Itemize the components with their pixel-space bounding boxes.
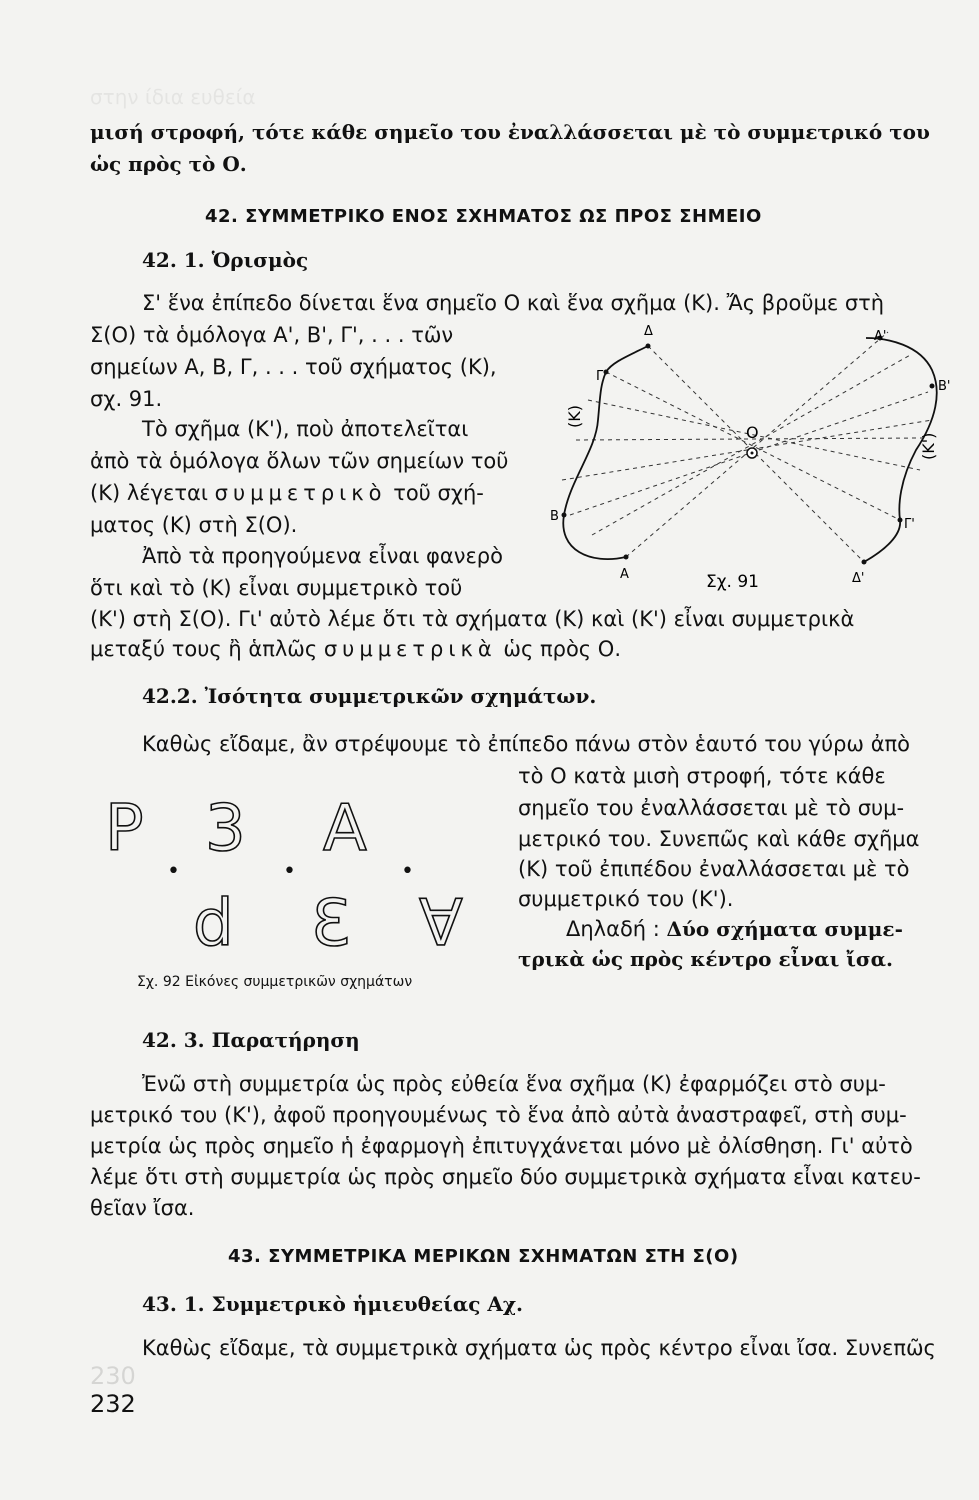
dot-2: • bbox=[283, 859, 296, 884]
para-42-1-line-10: ὅτι καὶ τὸ (Κ) εἶναι συμμετρικὸ τοῦ bbox=[90, 576, 463, 600]
letter-rev-3: Ɛ bbox=[311, 887, 351, 961]
intro-line-1: μισή στροφή, τότε κάθε σημεῖο του ἐναλλάσσεται μὲ τὸ συμμετρικό του bbox=[90, 120, 930, 144]
para-42-2-line-7-a: Δηλαδή : bbox=[566, 917, 667, 941]
symmetry-lines bbox=[562, 332, 932, 562]
subsection-42-3-heading: 42. 3. Παρατήρηση bbox=[142, 1028, 360, 1052]
para-42-2-line-6: συμμετρικό του (Κ'). bbox=[518, 887, 734, 911]
para-42-1-line-12 bbox=[90, 633, 621, 665]
letter-inv-a: ∀ bbox=[419, 887, 463, 961]
label-a: Α bbox=[620, 567, 629, 582]
para-42-1-line-12-c: ὡς πρὸς Ο. bbox=[496, 637, 622, 661]
bleed-through-page-number: 230 bbox=[90, 1362, 136, 1390]
para-42-1-line-9: Ἀπὸ τὰ προηγούμενα εἶναι φανερὸ bbox=[142, 544, 503, 568]
label-k-prime: (Κ') bbox=[919, 432, 938, 460]
para-42-3-line-1: Ἐνῶ στὴ συμμετρία ὡς πρὸς εὐθεία ἕνα σχῆμα (Κ) ἐφαρμόζει στὸ συμ- bbox=[142, 1072, 886, 1096]
label-d-prime: Δ' bbox=[852, 571, 865, 586]
letter-p: P bbox=[105, 792, 144, 866]
para-42-2-line-2: τὸ Ο κατὰ μισὴ στροφή, τότε κάθε bbox=[518, 764, 886, 788]
para-42-2-line-7 bbox=[566, 913, 903, 945]
page-number: 232 bbox=[90, 1390, 136, 1418]
para-43-1-line-1: Καθὼς εἴδαμε, τὰ συμμετρικὰ σχήματα ὡς πρὸς κέντρο εἶναι ἴσα. Συνεπῶς bbox=[142, 1336, 936, 1360]
section-42-title: 42. ΣΥΜΜΕΤΡΙΚΟ ΕΝΟΣ ΣΧΗΜΑΤΟΣ ΩΣ ΠΡΟΣ ΣΗΜΕΙΟ bbox=[205, 206, 762, 227]
para-42-3-line-4: λέμε ὅτι στὴ συμμετρία ὡς πρὸς σημεῖο δύο συμμετρικὰ σχήματα εἶναι κατευ- bbox=[90, 1165, 921, 1189]
section-43-title: 43. ΣΥΜΜΕΤΡΙΚΑ ΜΕΡΙΚΩΝ ΣΧΗΜΑΤΩΝ ΣΤΗ Σ(Ο) bbox=[228, 1246, 739, 1267]
para-42-1-line-7 bbox=[90, 477, 484, 509]
para-42-1-line-8: ματος (Κ) στὴ Σ(Ο). bbox=[90, 513, 298, 537]
para-42-1-line-7-c: τοῦ σχή- bbox=[386, 481, 484, 505]
para-42-1-line-7-a: (Κ) λέγεται bbox=[90, 481, 215, 505]
center-o-dot bbox=[751, 452, 754, 455]
para-42-1-line-5: Τὸ σχῆμα (Κ'), ποὺ ἀποτελεῖται bbox=[142, 417, 469, 441]
para-42-1-line-4: σχ. 91. bbox=[90, 387, 163, 411]
para-42-2-line-3: σημεῖο του ἐναλλάσσεται μὲ τὸ συμ- bbox=[518, 796, 905, 820]
para-42-2-line-5: (Κ) τοῦ ἐπιπέδου ἐναλλάσσεται μὲ τὸ bbox=[518, 857, 910, 881]
subsection-42-2-heading: 42.2. Ἰσότητα συμμετρικῶν σχημάτων. bbox=[142, 684, 597, 708]
subsection-42-1-heading: 42. 1. Ὁρισμὸς bbox=[142, 248, 309, 272]
para-42-2-line-1: Καθὼς εἴδαμε, ἂν στρέψουμε τὸ ἐπίπεδο πάνω στὸν ἑαυτό του γύρω ἀπὸ bbox=[142, 732, 911, 756]
theorem-text-line-2: τρικὰ ὡς πρὸς κέντρο εἶναι ἴσα. bbox=[518, 947, 893, 971]
letter-3: 3 bbox=[205, 792, 246, 866]
shape-k bbox=[563, 346, 648, 559]
para-42-3-line-2: μετρικό του (Κ'), ἀφοῦ προηγουμένως τὸ ἕνα ἀπὸ αὐτὰ ἀναστραφεῖ, στὴ συμ- bbox=[90, 1103, 907, 1127]
figure-91 bbox=[540, 310, 960, 600]
label-g: Γ bbox=[596, 369, 604, 384]
figure-92-caption: Σχ. 92 Εἰκόνες συμμετρικῶν σχημάτων bbox=[137, 974, 413, 990]
dot-3: • bbox=[401, 859, 414, 884]
label-b-prime: Β' bbox=[938, 379, 951, 394]
letter-a: A bbox=[323, 792, 367, 866]
para-42-1-line-11: (Κ') στὴ Σ(Ο). Γι' αὐτὸ λέμε ὅτι τὰ σχήματα (Κ) καὶ (Κ') εἶναι συμμετρικὰ bbox=[90, 607, 855, 631]
label-b: Β bbox=[550, 509, 559, 524]
para-42-1-line-6: ἀπὸ τὰ ὁμόλογα ὅλων τῶν σημείων τοῦ bbox=[90, 449, 509, 473]
para-42-2-line-4: μετρικό του. Συνεπῶς καὶ κάθε σχῆμα bbox=[518, 827, 920, 851]
para-42-1-line-12-a: μεταξύ τους ἢ ἁπλῶς bbox=[90, 637, 324, 661]
figure-91-caption: Σχ. 91 bbox=[706, 572, 760, 592]
label-o: Ο bbox=[746, 423, 759, 442]
label-d: Δ bbox=[644, 324, 653, 339]
para-42-1-line-3: σημείων Α, Β, Γ, . . . τοῦ σχήματος (Κ), bbox=[90, 355, 497, 379]
theorem-text: Δύο σχήματα συμμε- bbox=[666, 917, 903, 941]
letter-d: d bbox=[193, 887, 234, 961]
label-a-prime: Α' bbox=[874, 329, 887, 344]
para-42-1-line-1: Σ' ἕνα ἐπίπεδο δίνεται ἕνα σημεῖο Ο καὶ ἕνα σχῆμα (Κ). Ἄς βροῦμε στὴ bbox=[142, 291, 885, 315]
para-42-3-line-5: θεῖαν ἴσα. bbox=[90, 1196, 195, 1220]
term-symmetric: συμμετρικὸ bbox=[214, 481, 387, 505]
intro-line-2: ὡς πρὸς τὸ Ο. bbox=[90, 152, 247, 176]
dot-1: • bbox=[167, 859, 180, 884]
subsection-43-1-heading: 43. 1. Συμμετρικὸ ἡμιευθείας Αχ. bbox=[142, 1292, 524, 1316]
label-g-prime: Γ' bbox=[904, 517, 915, 532]
para-42-3-line-3: μετρία ὡς πρὸς σημεῖο ἡ ἐφαρμογὴ ἐπιτυγχάνεται μόνο μὲ ὀλίσθηση. Γι' αὐτὸ bbox=[90, 1134, 913, 1158]
para-42-1-line-2: Σ(Ο) τὰ ὁμόλογα Α', Β', Γ', . . . τῶν bbox=[90, 323, 454, 347]
term-symmetric-2: συμμετρικὰ bbox=[323, 637, 497, 661]
figure-92 bbox=[95, 780, 495, 992]
bleed-through-text: στην ίδια ευθεία bbox=[90, 85, 256, 109]
label-k: (Κ) bbox=[565, 405, 584, 428]
